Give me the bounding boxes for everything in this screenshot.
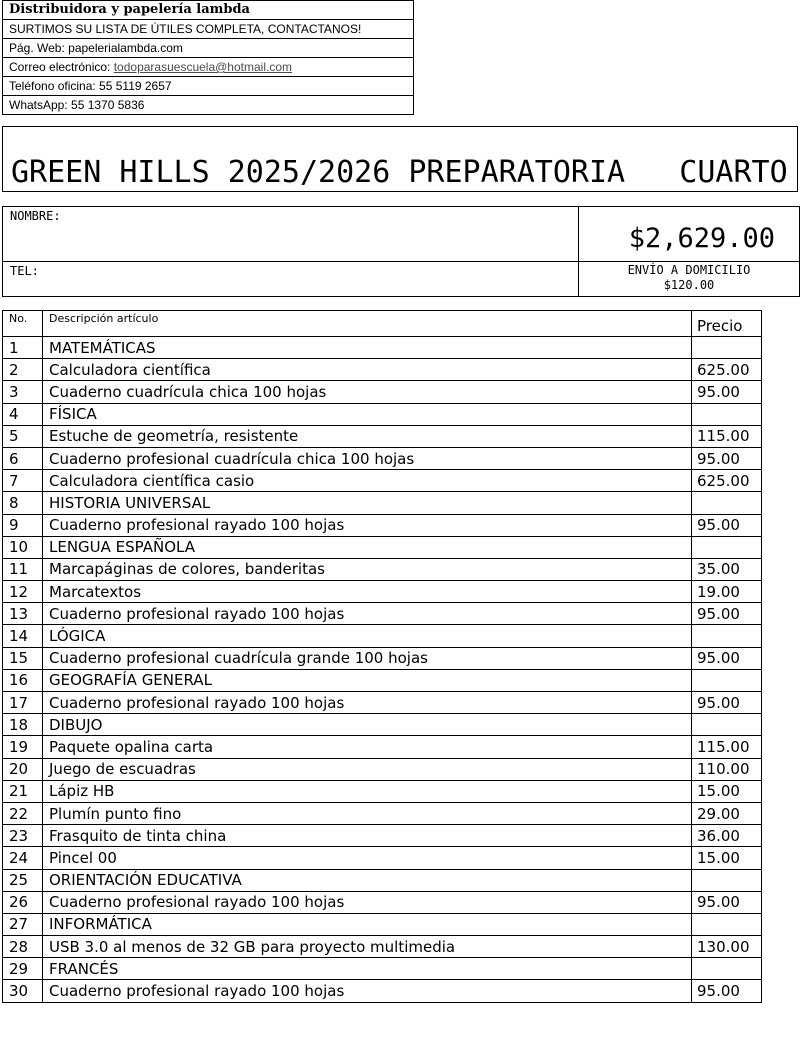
table-row [3, 692, 762, 714]
table-header-row [3, 311, 762, 337]
row-price [692, 403, 762, 425]
customer-box [2, 206, 800, 297]
vendor-phone: Teléfono oficina: 55 5119 2657 [3, 76, 413, 95]
row-number: 15 [3, 647, 43, 669]
row-price [692, 492, 762, 514]
row-description: Plumín punto fino [43, 802, 692, 824]
shipping-label: ENVÍO A DOMICILIO [627, 263, 751, 277]
items-table-body [3, 311, 762, 1003]
row-description: Cuaderno profesional rayado 100 hojas [43, 603, 692, 625]
table-row [3, 647, 762, 669]
row-price: 95.00 [692, 381, 762, 403]
table-row [3, 536, 762, 558]
row-number: 20 [3, 758, 43, 780]
row-number: 17 [3, 692, 43, 714]
row-description: DIBUJO [43, 714, 692, 736]
list-title: GREEN HILLS 2025/2026 PREPARATORIA CUARTO [11, 155, 788, 190]
row-number: 13 [3, 603, 43, 625]
vendor-web: Pág. Web: papelerialambda.com [3, 38, 413, 57]
table-row [3, 958, 762, 980]
row-price [692, 536, 762, 558]
vendor-email-row [3, 57, 413, 76]
row-price: 95.00 [692, 447, 762, 469]
row-number: 23 [3, 825, 43, 847]
row-price [692, 669, 762, 691]
row-number: 4 [3, 403, 43, 425]
table-row [3, 847, 762, 869]
row-number: 10 [3, 536, 43, 558]
row-description: Cuaderno profesional rayado 100 hojas [43, 891, 692, 913]
table-row [3, 780, 762, 802]
table-row [3, 359, 762, 381]
row-number: 1 [3, 337, 43, 359]
vendor-name: Distribuidora y papelería lambda [9, 2, 250, 17]
row-price: 19.00 [692, 581, 762, 603]
row-number: 16 [3, 669, 43, 691]
row-price: 15.00 [692, 780, 762, 802]
row-number: 7 [3, 470, 43, 492]
table-row [3, 869, 762, 891]
table-row [3, 669, 762, 691]
row-number: 27 [3, 913, 43, 935]
row-price [692, 337, 762, 359]
header-no: No. [3, 311, 43, 337]
row-number: 19 [3, 736, 43, 758]
items-table [2, 310, 762, 1003]
header-description: Descripción artículo [43, 311, 692, 337]
row-description: LENGUA ESPAÑOLA [43, 536, 692, 558]
row-price [692, 913, 762, 935]
table-row [3, 470, 762, 492]
row-description: Lápiz HB [43, 780, 692, 802]
table-row [3, 581, 762, 603]
row-price: 95.00 [692, 603, 762, 625]
table-row [3, 913, 762, 935]
vendor-email-link[interactable]: todoparasuescuela@hotmail.com [113, 60, 292, 74]
row-description: Pincel 00 [43, 847, 692, 869]
row-number: 28 [3, 936, 43, 958]
row-description: Estuche de geometría, resistente [43, 425, 692, 447]
table-row [3, 492, 762, 514]
row-price [692, 625, 762, 647]
row-description: FRANCÉS [43, 958, 692, 980]
row-description: FÍSICA [43, 403, 692, 425]
row-number: 18 [3, 714, 43, 736]
row-price: 15.00 [692, 847, 762, 869]
row-number: 5 [3, 425, 43, 447]
row-number: 3 [3, 381, 43, 403]
table-row [3, 980, 762, 1002]
table-row [3, 514, 762, 536]
row-number: 21 [3, 780, 43, 802]
row-description: GEOGRAFÍA GENERAL [43, 669, 692, 691]
row-number: 6 [3, 447, 43, 469]
row-number: 2 [3, 359, 43, 381]
header-price: Precio [692, 311, 762, 337]
table-row [3, 736, 762, 758]
row-price: 625.00 [692, 359, 762, 381]
row-price: 625.00 [692, 470, 762, 492]
row-price: 95.00 [692, 692, 762, 714]
row-price [692, 714, 762, 736]
row-description: Cuaderno cuadrícula chica 100 hojas [43, 381, 692, 403]
row-number: 8 [3, 492, 43, 514]
row-description: Juego de escuadras [43, 758, 692, 780]
table-row [3, 802, 762, 824]
table-row [3, 337, 762, 359]
table-row [3, 603, 762, 625]
shipping-cost: $120.00 [663, 278, 715, 292]
row-price: 95.00 [692, 980, 762, 1002]
row-price: 115.00 [692, 736, 762, 758]
row-description: Cuaderno profesional rayado 100 hojas [43, 980, 692, 1002]
table-row [3, 825, 762, 847]
row-price: 130.00 [692, 936, 762, 958]
row-description: Marcapáginas de colores, banderitas [43, 558, 692, 580]
row-price: 29.00 [692, 802, 762, 824]
row-description: Cuaderno profesional cuadrícula grande 100 hojas [43, 647, 692, 669]
row-price [692, 958, 762, 980]
row-description: Paquete opalina carta [43, 736, 692, 758]
row-price [692, 869, 762, 891]
vendor-email-label: Correo electrónico: [9, 60, 114, 74]
title-box [2, 126, 798, 192]
row-description: Cuaderno profesional cuadrícula chica 100 hojas [43, 447, 692, 469]
table-row [3, 936, 762, 958]
row-description: Cuaderno profesional rayado 100 hojas [43, 514, 692, 536]
row-number: 11 [3, 558, 43, 580]
table-row [3, 447, 762, 469]
row-description: INFORMÁTICA [43, 913, 692, 935]
customer-box-divider-horizontal [3, 261, 799, 262]
table-row [3, 381, 762, 403]
table-row [3, 425, 762, 447]
row-number: 12 [3, 581, 43, 603]
row-number: 24 [3, 847, 43, 869]
table-row [3, 558, 762, 580]
row-number: 29 [3, 958, 43, 980]
row-number: 26 [3, 891, 43, 913]
name-label: NOMBRE: [10, 209, 61, 223]
row-number: 14 [3, 625, 43, 647]
table-row [3, 714, 762, 736]
row-description: ORIENTACIÓN EDUCATIVA [43, 869, 692, 891]
tel-label: TEL: [10, 264, 39, 278]
row-price: 95.00 [692, 647, 762, 669]
vendor-whatsapp: WhatsApp: 55 1370 5836 [3, 95, 413, 114]
row-description: Marcatextos [43, 581, 692, 603]
row-description: LÓGICA [43, 625, 692, 647]
total-price: $2,629.00 [628, 223, 775, 254]
row-number: 25 [3, 869, 43, 891]
shipping-info [579, 263, 799, 293]
row-number: 22 [3, 802, 43, 824]
row-description: USB 3.0 al menos de 32 GB para proyecto multimedia [43, 936, 692, 958]
row-description: Cuaderno profesional rayado 100 hojas [43, 692, 692, 714]
row-price: 36.00 [692, 825, 762, 847]
row-description: Frasquito de tinta china [43, 825, 692, 847]
row-description: MATEMÁTICAS [43, 337, 692, 359]
row-price: 95.00 [692, 514, 762, 536]
row-description: Calculadora científica [43, 359, 692, 381]
row-description: HISTORIA UNIVERSAL [43, 492, 692, 514]
table-row [3, 625, 762, 647]
row-price: 35.00 [692, 558, 762, 580]
row-number: 30 [3, 980, 43, 1002]
vendor-slogan: SURTIMOS SU LISTA DE ÚTILES COMPLETA, CONTACTANOS! [3, 19, 413, 38]
row-description: Calculadora científica casio [43, 470, 692, 492]
table-row [3, 403, 762, 425]
row-number: 9 [3, 514, 43, 536]
row-price: 110.00 [692, 758, 762, 780]
vendor-info-box [2, 0, 414, 115]
row-price: 115.00 [692, 425, 762, 447]
row-price: 95.00 [692, 891, 762, 913]
table-row [3, 891, 762, 913]
table-row [3, 758, 762, 780]
